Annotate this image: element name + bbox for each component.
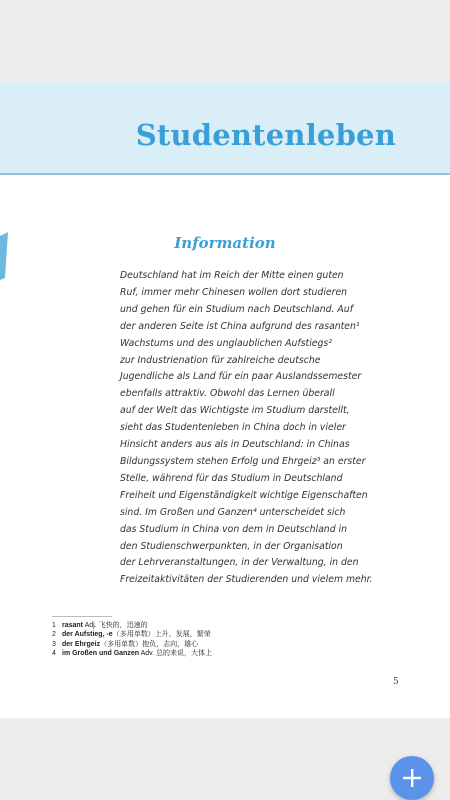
paragraph-line: sind. Im Großen und Ganzen⁴ unterscheidet sich (120, 506, 346, 518)
add-button[interactable] (390, 756, 434, 800)
paragraph-line: sieht das Studentenleben in China doch in vieler (120, 422, 346, 434)
paragraph-line: das Studium in China von dem in Deutschland in (120, 523, 348, 535)
paragraph-line: Jugendliche als Land für ein paar Auslandssemester (120, 371, 362, 383)
footnote-number: 1 (52, 622, 56, 629)
footnote-number: 2 (52, 631, 56, 639)
paragraph-line: Stelle, während für das Studium in Deutschland (120, 472, 343, 484)
paragraph-line: zur Industrienation für zahlreiche deutsche (120, 354, 321, 366)
paragraph-line: Ruf, immer mehr Chinesen wollen dort studieren (120, 286, 348, 298)
paragraph-line: Deutschland hat im Reich der Mitte einen guten (120, 270, 344, 281)
footnote-gloss: Adv. 总的来说，大体上 (139, 649, 213, 657)
page-number: 5 (393, 677, 399, 687)
footnote-item (52, 621, 212, 630)
footnote-term: der Ehrgeiz (62, 640, 101, 648)
footnote-item (52, 649, 212, 658)
footnote-divider (52, 616, 112, 617)
footnote-item (52, 640, 212, 649)
paragraph-line: Hinsicht anders aus als in Deutschland: in Chinas (120, 439, 350, 451)
footnote-gloss: Adj. 飞快的，迅速的 (83, 622, 148, 629)
footnote-number: 4 (52, 649, 56, 657)
paragraph-line: Bildungssystem stehen Erfolg und Ehrgeiz³ an erster (120, 455, 366, 467)
paragraph-line: auf der Welt das Wichtigste im Studium darstellt, (120, 405, 350, 417)
footnote-gloss: （多用单数）上升，发展，繁荣 (112, 631, 211, 639)
document-page (0, 82, 450, 718)
banner-divider (0, 173, 450, 175)
footnote-term: rasant (62, 622, 84, 629)
section-heading: Information (174, 234, 276, 252)
plus-icon (401, 767, 423, 789)
paragraph-line: der Lehrveranstaltungen, in der Verwaltung, in den (120, 557, 359, 569)
paragraph-line: Freiheit und Eigenständigkeit wichtige Eigenschaften (120, 489, 368, 501)
paragraph-line: Wachstums und des unglaublichen Aufstiegs² (120, 337, 332, 349)
body-paragraph (120, 268, 373, 589)
chapter-banner (0, 82, 450, 174)
paragraph-line: den Studienschwerpunkten, in der Organisation (120, 540, 343, 552)
paragraph-line: der anderen Seite ist China aufgrund des rasanten¹ (120, 320, 360, 332)
paragraph-line: Freizeitaktivitäten der Studierenden und vielem mehr. (120, 574, 373, 586)
footnote-gloss: （多用单数）抱负，志向，雄心 (100, 640, 199, 648)
footnote-item (52, 630, 212, 639)
footnote-term: im Großen und Ganzen (62, 649, 140, 657)
chapter-title: Studentenleben (135, 118, 396, 152)
paragraph-line: und gehen für ein Studium nach Deutschland. Auf (120, 303, 353, 315)
paragraph-line: ebenfalls attraktiv. Obwohl das Lernen überall (120, 388, 335, 400)
footnote-term: der Aufstieg, -e (62, 631, 113, 639)
footnotes (52, 621, 212, 658)
footnote-number: 3 (52, 640, 56, 648)
